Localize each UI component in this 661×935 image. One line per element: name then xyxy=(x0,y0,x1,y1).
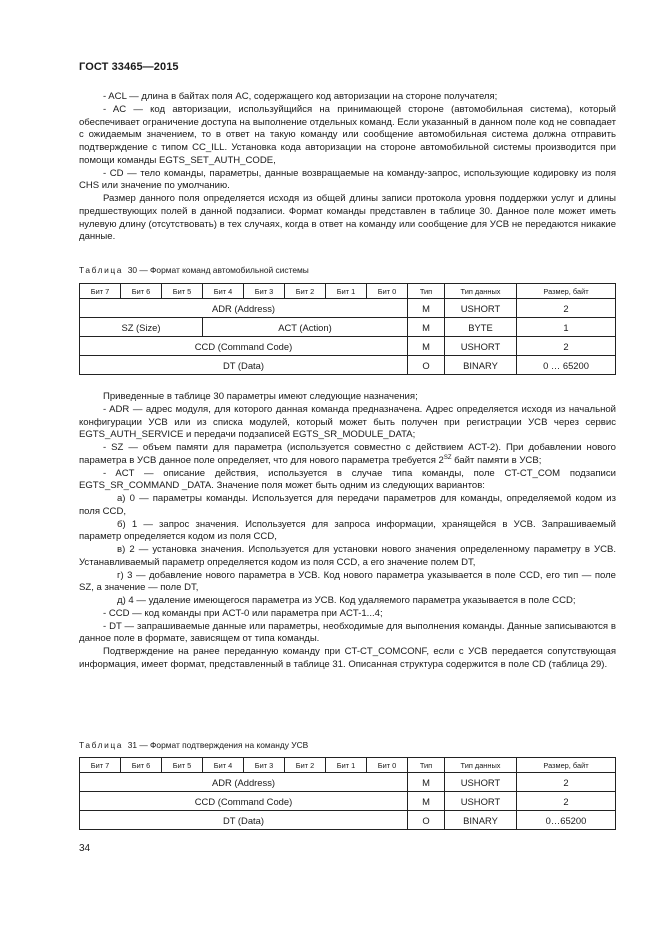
table-row xyxy=(80,773,616,792)
table-row xyxy=(80,337,616,356)
cell-field-sz: SZ (Size) xyxy=(80,318,203,337)
paragraph-adr: - ADR — адрес модуля, для которого данная команда предназначена. Адрес определяется исходя из начальной конфигурации УСВ или из списка модулей, который может быть получен при регистрации УСВ через сервис EGTS_AUTH_SERVICE и передачи подзаписей EGTS_SR_MODULE_DATA; xyxy=(79,403,616,441)
cell-data-type: BINARY xyxy=(445,356,517,375)
table-row xyxy=(80,356,616,375)
paragraph-ac: - AC — код авторизации, используйщийся на принимающей стороне (автомобильная система), который обеспечивает ограничение доступа на выполнение отдельных команд. Если указанный в данном поле код не совпадает с ожидаемым значением, то в ответ на такую команду или сообщение автомобильная система должна отправить подтверждение с типом CC_ILL. Установка кода авторизации на стороне автомобильной системы производится при помощи команды EGTS_SET_AUTH_CODE, xyxy=(79,103,616,166)
header-size: Размер, байт xyxy=(517,284,616,299)
header-bit: Бит 7 xyxy=(80,284,121,299)
text-block-2 xyxy=(79,391,616,672)
cell-data-type: USHORT xyxy=(445,773,517,792)
cell-size: 2 xyxy=(517,299,616,318)
header-bit: Бит 6 xyxy=(121,284,162,299)
paragraph-field-size: Размер данного поля определяется исходя из общей длины записи протокола уровня поддержки услуг и длины предшествующих полей в данной подзаписи. Формат команды представлен в таблице 30. Данное поле может иметь нулевую длину (отсутствовать) в тех случаях, когда в ответ на команду или сообщение для УСВ не передаются никакие данные. xyxy=(79,193,616,243)
cell-field: CCD (Command Code) xyxy=(80,792,408,811)
paragraph-act: - ACT — описание действия, используется в случае типа команды, поле CT-CT_COM подзаписи EGTS_SR_COMMAND _DATA. Значение поля может быть одним из следующих вариантов: xyxy=(79,467,616,492)
cell-data-type: BINARY xyxy=(445,811,517,830)
cell-type: O xyxy=(408,356,445,375)
cell-size: 0…65200 xyxy=(517,811,616,830)
header-data-type: Тип данных xyxy=(445,758,517,773)
cell-size: 2 xyxy=(517,792,616,811)
paragraph-cd: - CD — тело команды, параметры, данные возвращаемые на команду-запрос, использующие кодировку из поля CHS или значение по умолчанию. xyxy=(79,167,616,192)
header-bit: Бит 4 xyxy=(203,284,244,299)
cell-field: DT (Data) xyxy=(80,356,408,375)
cell-size: 2 xyxy=(517,337,616,356)
cell-type: M xyxy=(408,299,445,318)
cell-type: O xyxy=(408,811,445,830)
table-row xyxy=(80,792,616,811)
header-bit: Бит 5 xyxy=(162,758,203,773)
table-row xyxy=(80,318,616,337)
paragraph-intro: Приведенные в таблице 30 параметры имеют следующие назначения; xyxy=(103,391,418,402)
table-row xyxy=(80,299,616,318)
cell-type: M xyxy=(408,773,445,792)
sz-superscript: SZ xyxy=(443,454,452,461)
list-item-d: д) 4 — удаление имеющегося параметра из УСВ. Код удаляемого параметра указывается в поле CCD; xyxy=(117,595,576,606)
header-bit: Бит 6 xyxy=(121,758,162,773)
list-item-a: а) 0 — параметры команды. Используется для передачи параметров для команды, определяемой кодом из поля CCD, xyxy=(79,493,616,517)
header-type: Тип xyxy=(408,284,445,299)
paragraph-sz xyxy=(79,442,616,468)
caption-text: 30 — Формат команд автомобильной системы xyxy=(127,265,309,275)
cell-size: 0 … 65200 xyxy=(517,356,616,375)
caption-word: Таблица xyxy=(79,265,124,275)
cell-field: ADR (Address) xyxy=(80,773,408,792)
document-header: ГОСТ 33465—2015 xyxy=(79,61,179,73)
sz-text: - SZ — объем памяти для параметра (используется совместно с действием ACT-2). При добавлении нового параметра в УСВ данное поле определяет, что для нового параметра требуется 2 xyxy=(79,442,616,466)
list-item-b: б) 1 — запрос значения. Используется для запроса информации, хранящейся в УСВ. Запрашиваемый параметр определяется кодом из поля CCD, xyxy=(79,518,616,543)
cell-size: 1 xyxy=(517,318,616,337)
header-bit: Бит 2 xyxy=(285,284,326,299)
paragraph-confirmation: Подтверждение на ранее переданную команду при CT-CT_COMCONF, если с УСВ передается сопутствующая информация, имеет формат, представленный в таблице 31. Описанная структура содержится в поле CD (таблица 29). xyxy=(79,646,616,670)
page-number: 34 xyxy=(79,843,91,854)
cell-data-type: BYTE xyxy=(445,318,517,337)
sz-tail: байт памяти в УСВ; xyxy=(451,454,542,466)
header-bit: Бит 5 xyxy=(162,284,203,299)
caption-text: 31 — Формат подтверждения на команду УСВ xyxy=(127,740,309,750)
cell-type: M xyxy=(408,318,445,337)
cell-size: 2 xyxy=(517,773,616,792)
cell-type: M xyxy=(408,337,445,356)
table-row xyxy=(80,811,616,830)
list-item-g: г) 3 — добавление нового параметра в УСВ. Код нового параметра указывается в поле CCD, его тип — поле SZ, а значение — поле DT, xyxy=(79,569,616,594)
table-30 xyxy=(79,283,616,375)
header-data-type: Тип данных xyxy=(445,284,517,299)
header-size: Размер, байт xyxy=(517,758,616,773)
table-30-caption xyxy=(79,265,309,275)
header-bit: Бит 2 xyxy=(285,758,326,773)
header-type: Тип xyxy=(408,758,445,773)
paragraph-acl: - ACL — длина в байтах поля AC, содержащего код авторизации на стороне получателя; xyxy=(103,91,498,102)
cell-field: CCD (Command Code) xyxy=(80,337,408,356)
header-bit: Бит 1 xyxy=(326,284,367,299)
cell-data-type: USHORT xyxy=(445,792,517,811)
header-bit: Бит 3 xyxy=(244,758,285,773)
cell-type: M xyxy=(408,792,445,811)
cell-field: ADR (Address) xyxy=(80,299,408,318)
table-31-caption xyxy=(79,740,308,750)
text-block-1 xyxy=(79,91,616,244)
cell-field: DT (Data) xyxy=(80,811,408,830)
cell-data-type: USHORT xyxy=(445,299,517,318)
caption-word: Таблица xyxy=(79,740,124,750)
cell-field-act: ACT (Action) xyxy=(203,318,408,337)
table-header-row xyxy=(80,284,616,299)
paragraph-ccd: - CCD — код команды при ACT-0 или параметра при ACT-1...4; xyxy=(103,607,383,619)
header-bit: Бит 4 xyxy=(203,758,244,773)
header-bit: Бит 0 xyxy=(367,284,408,299)
header-bit: Бит 1 xyxy=(326,758,367,773)
header-bit: Бит 3 xyxy=(244,284,285,299)
table-header-row xyxy=(80,758,616,773)
header-bit: Бит 7 xyxy=(80,758,121,773)
list-item-v: в) 2 — установка значения. Используется для установки нового значения определенному параметру в УСВ. Устанавливаемый параметр определяется кодом из поля CCD, а его значение полем DT, xyxy=(79,544,616,568)
table-31 xyxy=(79,757,616,830)
header-bit: Бит 0 xyxy=(367,758,408,773)
paragraph-dt: - DT — запрашиваемые данные или параметры, необходимые для выполнения команды. Данные записываются в данное поле в формате, зависящем от типа команды. xyxy=(79,620,616,645)
cell-data-type: USHORT xyxy=(445,337,517,356)
